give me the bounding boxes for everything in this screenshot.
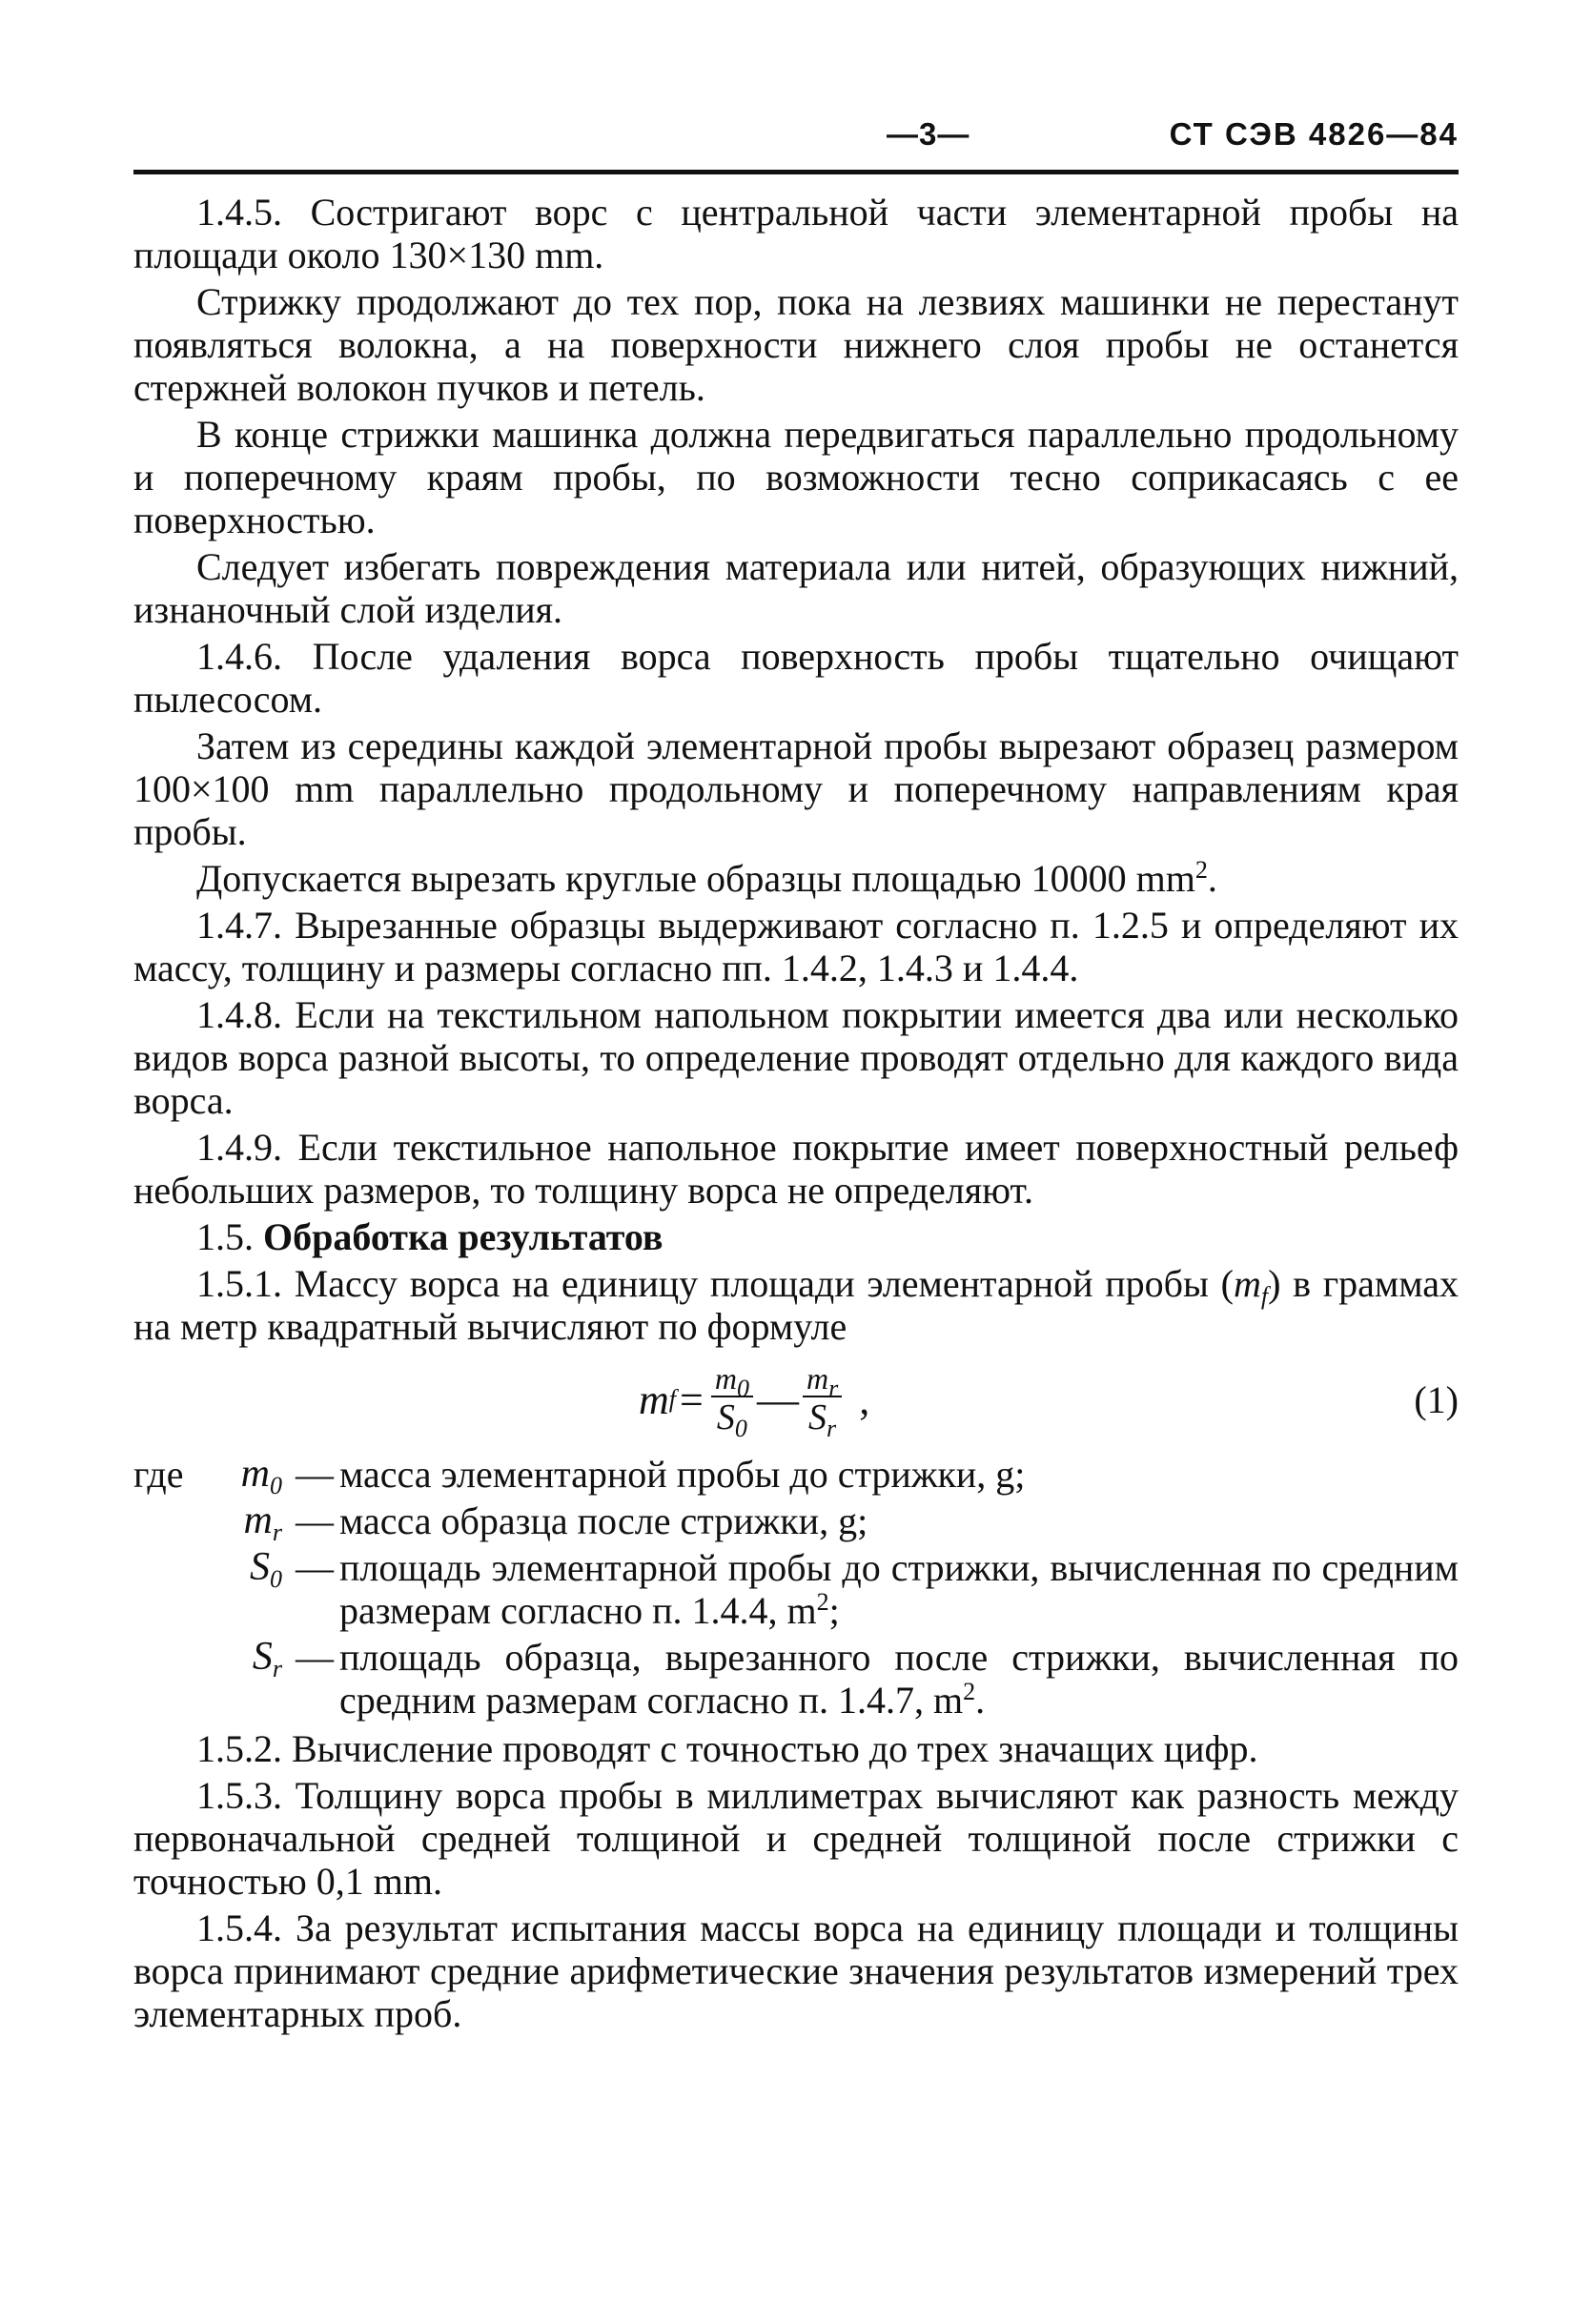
page-header: [133, 107, 1459, 164]
formula-1: [133, 1356, 1459, 1443]
paragraph-1-5-1: 1.5.1. Массу ворса на единицу площади элементарной пробы $(m_f)$ в граммах на метр квадратный вычисляют по формуле: [133, 1262, 1459, 1348]
definition-m0: где $m_0$ — масса элементарной пробы до стрижки, g;: [133, 1452, 1026, 1499]
paragraph-1-4-7: 1.4.7. Вырезанные образцы выдерживают согласно п. 1.2.5 и определяют их массу, толщину и размеры согласно пп. 1.4.2, 1.4.3 и 1.4.4.: [133, 904, 1459, 989]
definition-sr: $S_r$ — площадь образца, вырезанного после стрижки, вычисленная по средним размерам согласно п. 1.4.7, $m^2$.: [252, 1635, 1459, 1722]
definition-s0: $S_0$ — площадь элементарной пробы до стрижки, вычисленная по средним размерам согласно п. 1.4.4, $m^2$;: [250, 1545, 1459, 1632]
paragraph-round-samples: Допускается вырезать круглые образцы площадью 10000 $mm^2$.: [196, 856, 1217, 900]
fraction-m0-s0: $\frac{m_0}{S_0}$: [711, 1361, 753, 1437]
definition-mr: $m_r$ — масса образца после стрижки, g;: [243, 1498, 868, 1546]
standard-code: СТ СЭВ 4826—84: [1169, 116, 1459, 152]
paragraph-1-4-6: 1.4.6. После удаления ворса поверхность пробы тщательно очищают пылесосом.: [133, 635, 1459, 721]
paragraph-1-5-4: 1.5.4. За результат испытания массы ворса на единицу площади и толщины ворса принимают средние арифметические значения результатов измерений трех элементарных проб.: [133, 1906, 1459, 2035]
section-heading: 1.5. Обработка результатов: [196, 1215, 664, 1258]
paragraph-1-4-5: 1.4.5. Состригают ворс с центральной части элементарной пробы на площади около 130×130 mm.: [133, 191, 1459, 276]
paragraph-1-4-8: 1.4.8. Если на текстильном напольном покрытии имеется два или несколько видов ворса разной высоты, то определение проводят отдельно для каждого вида ворса.: [133, 993, 1459, 1122]
paragraph: Затем из середины каждой элементарной пробы вырезают образец размером 100×100 mm параллельно продольному и поперечному направлениям края пробы.: [133, 724, 1459, 853]
body-text: [133, 191, 1459, 2039]
paragraph-1-5-2: 1.5.2. Вычисление проводят с точностью до трех значащих цифр.: [196, 1727, 1258, 1770]
paragraph-1-4-9: 1.4.9. Если текстильное напольное покрытие имеет поверхностный рельеф небольших размеров, то толщину ворса не определяют.: [133, 1126, 1459, 1212]
paragraph: Стрижку продолжают до тех пор, пока на лезвиях машинки не перестанут появляться волокна, а на поверхности нижнего слоя пробы не останется стержней волокон пучков и петель.: [133, 280, 1459, 409]
header-rule: [133, 170, 1459, 174]
paragraph: Следует избегать повреждения материала или нитей, образующих нижний, изнаночный слой изделия.: [133, 545, 1459, 631]
paragraph-1-5-3: 1.5.3. Толщину ворса пробы в миллиметрах вычисляют как разность между первоначальной средней толщиной и средней толщиной после стрижки с точностью 0,1 mm.: [133, 1774, 1459, 1903]
page-number: —3—: [887, 116, 970, 152]
formula-definitions: [133, 1453, 1459, 1722]
formula-expression: m f = $\frac{m_0}{S_0}$ — $\frac{m_r}{S_r}$ ,: [639, 1361, 870, 1442]
section-title: Обработка результатов: [263, 1215, 664, 1258]
equation-number: (1): [1414, 1378, 1459, 1421]
paragraph: В конце стрижки машинка должна передвигаться параллельно продольному и поперечному краям пробы, по возможности тесно соприкасаясь с ее поверхностью.: [133, 413, 1459, 541]
fraction-mr-sr: $\frac{m_r}{S_r}$: [803, 1361, 842, 1437]
